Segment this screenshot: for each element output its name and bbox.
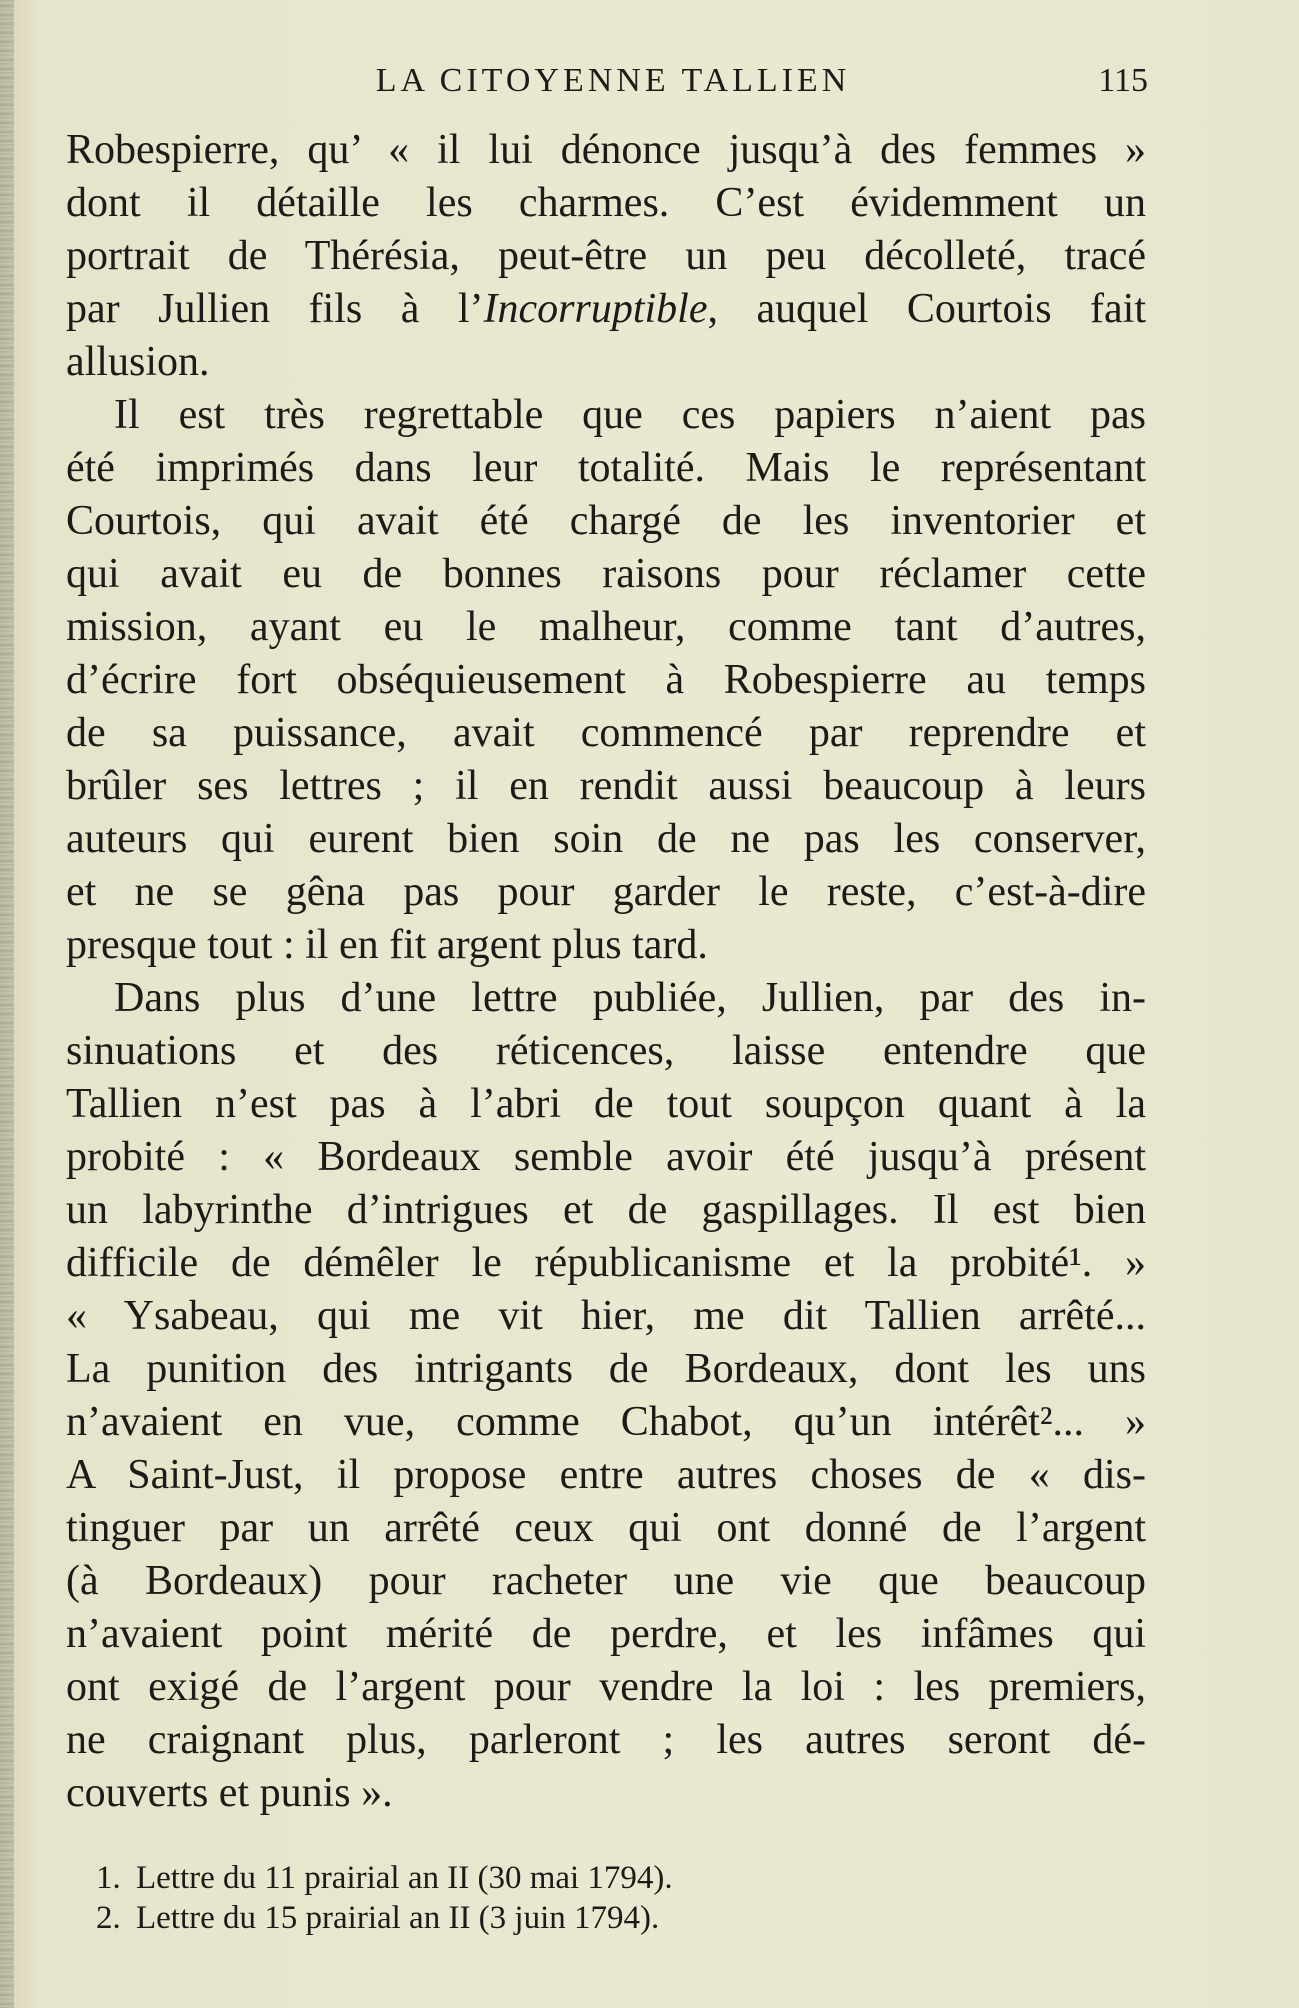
footnote-text: Lettre du 15 prairial an II (3 juin 1794). [136, 1900, 660, 1936]
text-line: portrait de Thérésia, peut-être un peu décolleté, tracé [66, 233, 1146, 279]
text-line-with-italic [66, 283, 1146, 336]
text-line: n’avaient en vue, comme Chabot, qu’un intérêt²... » [66, 1399, 1146, 1445]
text-line: dont il détaille les charmes. C’est évidemment un [66, 180, 1146, 226]
text-line: allusion. [66, 339, 210, 385]
running-title: LA CITOYENNE TALLIEN [375, 62, 851, 99]
footnote-1 [96, 1858, 896, 1898]
text-line: (à Bordeaux) pour racheter une vie que beaucoup [66, 1558, 1146, 1604]
footnote-text: Lettre du 11 prairial an II (30 mai 1794). [136, 1860, 673, 1896]
text-line: Courtois, qui avait été chargé de les inventorier et [66, 498, 1146, 544]
text-line: difficile de démêler le républicanisme et la probité¹. » [66, 1240, 1146, 1286]
text-line: sinuations et des réticences, laisse entendre que [66, 1028, 1146, 1074]
text-fragment: , auquel Courtois fait [707, 286, 1146, 332]
text-line: brûler ses lettres ; il en rendit aussi beaucoup à leurs [66, 763, 1146, 809]
footnote-number: 2. [96, 1900, 121, 1936]
text-line: Robespierre, qu’ « il lui dénonce jusqu’à des femmes » [66, 127, 1146, 173]
text-line: couverts et punis ». [66, 1770, 393, 1816]
footnote-number: 1. [96, 1860, 121, 1896]
text-line: qui avait eu de bonnes raisons pour réclamer cette [66, 551, 1146, 597]
text-line: mission, ayant eu le malheur, comme tant d’autres, [66, 604, 1146, 650]
footnotes [96, 1858, 896, 1938]
text-line: A Saint-Just, il propose entre autres choses de « dis- [66, 1452, 1146, 1498]
text-line: été imprimés dans leur totalité. Mais le représentant [66, 445, 1146, 491]
text-line: « Ysabeau, qui me vit hier, me dit Tallien arrêté... [66, 1293, 1146, 1339]
page-header [78, 56, 1148, 106]
page-number: 115 [1098, 62, 1148, 99]
paragraph-start-line: Il est très regrettable que ces papiers n’aient pas [114, 392, 1146, 438]
body-text [66, 124, 1146, 1820]
footnote-2 [96, 1898, 896, 1938]
text-line: de sa puissance, avait commencé par reprendre et [66, 710, 1146, 756]
text-line: ne craignant plus, parleront ; les autres seront dé- [66, 1717, 1146, 1763]
text-line: n’avaient point mérité de perdre, et les infâmes qui [66, 1611, 1146, 1657]
text-line: d’écrire fort obséquieusement à Robespierre au temps [66, 657, 1146, 703]
italic-term: Incorruptible [483, 286, 708, 332]
paragraph-start-line: Dans plus d’une lettre publiée, Jullien, par des in- [114, 975, 1146, 1021]
text-line: ont exigé de l’argent pour vendre la loi : les premiers, [66, 1664, 1146, 1710]
text-line: Tallien n’est pas à l’abri de tout soupçon quant à la [66, 1081, 1146, 1127]
text-line: presque tout : il en fit argent plus tard. [66, 922, 708, 968]
page-binding-edge [0, 0, 14, 2008]
text-line: La punition des intrigants de Bordeaux, dont les uns [66, 1346, 1146, 1392]
text-line: un labyrinthe d’intrigues et de gaspillages. Il est bien [66, 1187, 1146, 1233]
text-fragment: par Jullien fils à l’ [66, 286, 484, 332]
text-line: probité : « Bordeaux semble avoir été jusqu’à présent [66, 1134, 1146, 1180]
text-line: tinguer par un arrêté ceux qui ont donné de l’argent [66, 1505, 1146, 1551]
text-line: et ne se gêna pas pour garder le reste, c’est-à-dire [66, 869, 1146, 915]
text-line: auteurs qui eurent bien soin de ne pas les conserver, [66, 816, 1146, 862]
